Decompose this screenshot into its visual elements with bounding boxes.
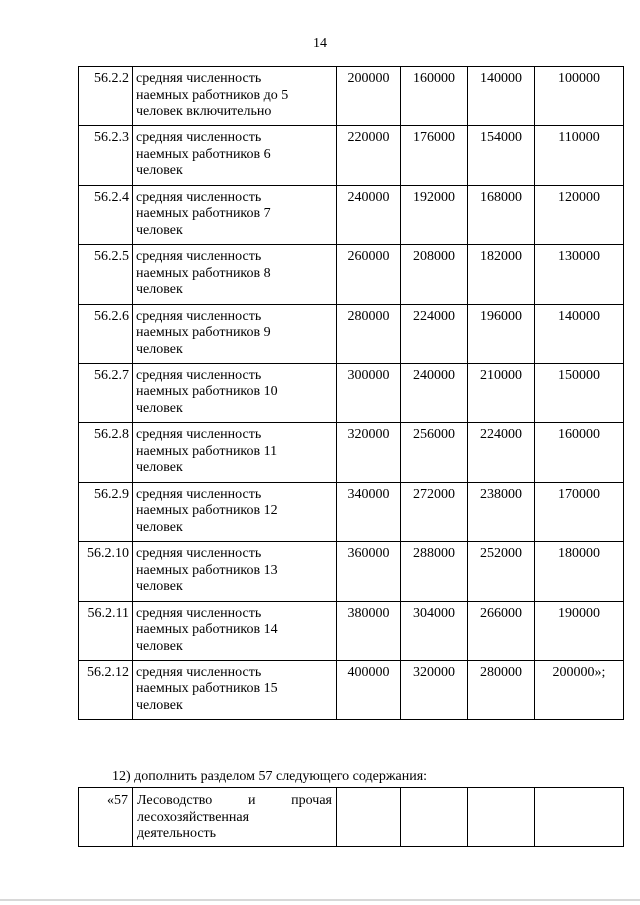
description-line: средняя численность: [136, 427, 262, 443]
description-line: наемных работников 14: [136, 622, 278, 638]
row-value: 208000: [401, 245, 468, 304]
description-line: человек: [136, 400, 183, 416]
section-description: [133, 788, 337, 847]
description-line: человек: [136, 519, 183, 535]
section-word: Лесоводство: [137, 793, 213, 808]
row-value: 272000: [401, 482, 468, 541]
row-value: 288000: [401, 542, 468, 601]
row-value: 240000: [401, 363, 468, 422]
row-value: 130000: [535, 245, 624, 304]
row-code: 56.2.3: [79, 126, 133, 185]
description-line: человек: [136, 579, 183, 595]
row-value: 182000: [468, 245, 535, 304]
description-line: человек: [136, 222, 183, 238]
row-value: 196000: [468, 304, 535, 363]
row-value: 300000: [337, 363, 401, 422]
description-line: наемных работников 9: [136, 325, 271, 341]
row-value: 110000: [535, 126, 624, 185]
row-value: 168000: [468, 185, 535, 244]
row-value: 154000: [468, 126, 535, 185]
row-code: 56.2.12: [79, 660, 133, 719]
row-value: 190000: [535, 601, 624, 660]
row-code: 56.2.8: [79, 423, 133, 482]
row-description: [133, 423, 337, 482]
row-value: 140000: [468, 67, 535, 126]
row-code: 56.2.10: [79, 542, 133, 601]
row-value: 240000: [337, 185, 401, 244]
description-line: наемных работников 6: [136, 146, 271, 162]
row-value: 320000: [401, 660, 468, 719]
description-line: человек: [136, 341, 183, 357]
row-value: 380000: [337, 601, 401, 660]
description-line: средняя численность: [136, 130, 262, 146]
section-code: «57: [79, 788, 133, 847]
table-row: [79, 304, 624, 363]
row-description: [133, 245, 337, 304]
rates-table: [78, 66, 624, 720]
description-line: наемных работников 7: [136, 206, 271, 222]
row-code: 56.2.7: [79, 363, 133, 422]
description-line: наемных работников 13: [136, 562, 278, 578]
empty-cell: [535, 788, 624, 847]
row-description: [133, 185, 337, 244]
row-value: 360000: [337, 542, 401, 601]
table-row: [79, 67, 624, 126]
table-row: [79, 245, 624, 304]
row-value: 304000: [401, 601, 468, 660]
row-value: 180000: [535, 542, 624, 601]
row-value: 340000: [337, 482, 401, 541]
description-line: средняя численность: [136, 249, 262, 265]
description-line: средняя численность: [136, 486, 262, 502]
row-value: 210000: [468, 363, 535, 422]
table-row: [79, 185, 624, 244]
row-code: 56.2.2: [79, 67, 133, 126]
row-value: 224000: [468, 423, 535, 482]
page-number: 14: [313, 36, 327, 51]
page-edge: [0, 899, 640, 901]
row-description: [133, 67, 337, 126]
row-value: 170000: [535, 482, 624, 541]
table-row: [79, 660, 624, 719]
row-value: 256000: [401, 423, 468, 482]
row-description: [133, 363, 337, 422]
table-row: [79, 363, 624, 422]
row-description: [133, 601, 337, 660]
table-row: [79, 601, 624, 660]
row-value: 260000: [337, 245, 401, 304]
row-description: [133, 542, 337, 601]
row-description: [133, 304, 337, 363]
description-line: средняя численность: [136, 546, 262, 562]
table-row: [79, 788, 624, 847]
row-value: 192000: [401, 185, 468, 244]
section-word: прочая: [291, 793, 332, 808]
description-line: человек: [136, 638, 183, 654]
description-line: средняя численность: [136, 605, 262, 621]
row-code: 56.2.6: [79, 304, 133, 363]
description-line: наемных работников 8: [136, 265, 271, 281]
empty-cell: [401, 788, 468, 847]
description-line: наемных работников 15: [136, 681, 278, 697]
description-line: средняя численность: [136, 664, 262, 680]
description-line: наемных работников 10: [136, 384, 278, 400]
row-value: 252000: [468, 542, 535, 601]
description-line: средняя численность: [136, 367, 262, 383]
table-row: [79, 126, 624, 185]
row-value: 224000: [401, 304, 468, 363]
row-value: 200000»;: [535, 660, 624, 719]
row-value: 400000: [337, 660, 401, 719]
description-line: человек: [136, 163, 183, 179]
row-value: 100000: [535, 67, 624, 126]
description-line: средняя численность: [136, 189, 262, 205]
table-row: [79, 482, 624, 541]
row-value: 280000: [337, 304, 401, 363]
empty-cell: [468, 788, 535, 847]
section-word: и: [247, 793, 256, 808]
description-line: человек: [136, 460, 183, 476]
row-value: 120000: [535, 185, 624, 244]
description-line: средняя численность: [136, 308, 262, 324]
row-code: 56.2.4: [79, 185, 133, 244]
row-value: 238000: [468, 482, 535, 541]
row-value: 176000: [401, 126, 468, 185]
description-line: человек: [136, 282, 183, 298]
section-line: лесохозяйственная: [137, 809, 250, 825]
row-value: 320000: [337, 423, 401, 482]
row-value: 140000: [535, 304, 624, 363]
table-row: [79, 542, 624, 601]
row-value: 220000: [337, 126, 401, 185]
empty-cell: [337, 788, 401, 847]
description-line: наемных работников 11: [136, 443, 278, 459]
table-row: [79, 423, 624, 482]
row-value: 280000: [468, 660, 535, 719]
section-line: деятельность: [137, 826, 217, 841]
description-line: наемных работников 12: [136, 503, 278, 519]
row-description: [133, 660, 337, 719]
section-57-table: [78, 787, 624, 847]
row-code: 56.2.9: [79, 482, 133, 541]
amendment-instruction: 12) дополнить разделом 57 следующего содержания:: [112, 769, 428, 784]
row-value: 160000: [535, 423, 624, 482]
description-line: наемных работников до 5: [136, 87, 289, 103]
description-line: человек: [136, 697, 183, 713]
row-value: 200000: [337, 67, 401, 126]
description-line: средняя численность: [136, 71, 262, 86]
row-value: 150000: [535, 363, 624, 422]
row-description: [133, 126, 337, 185]
row-code: 56.2.11: [79, 601, 133, 660]
row-description: [133, 482, 337, 541]
row-value: 160000: [401, 67, 468, 126]
row-code: 56.2.5: [79, 245, 133, 304]
description-line: человек включительно: [136, 104, 272, 119]
row-value: 266000: [468, 601, 535, 660]
